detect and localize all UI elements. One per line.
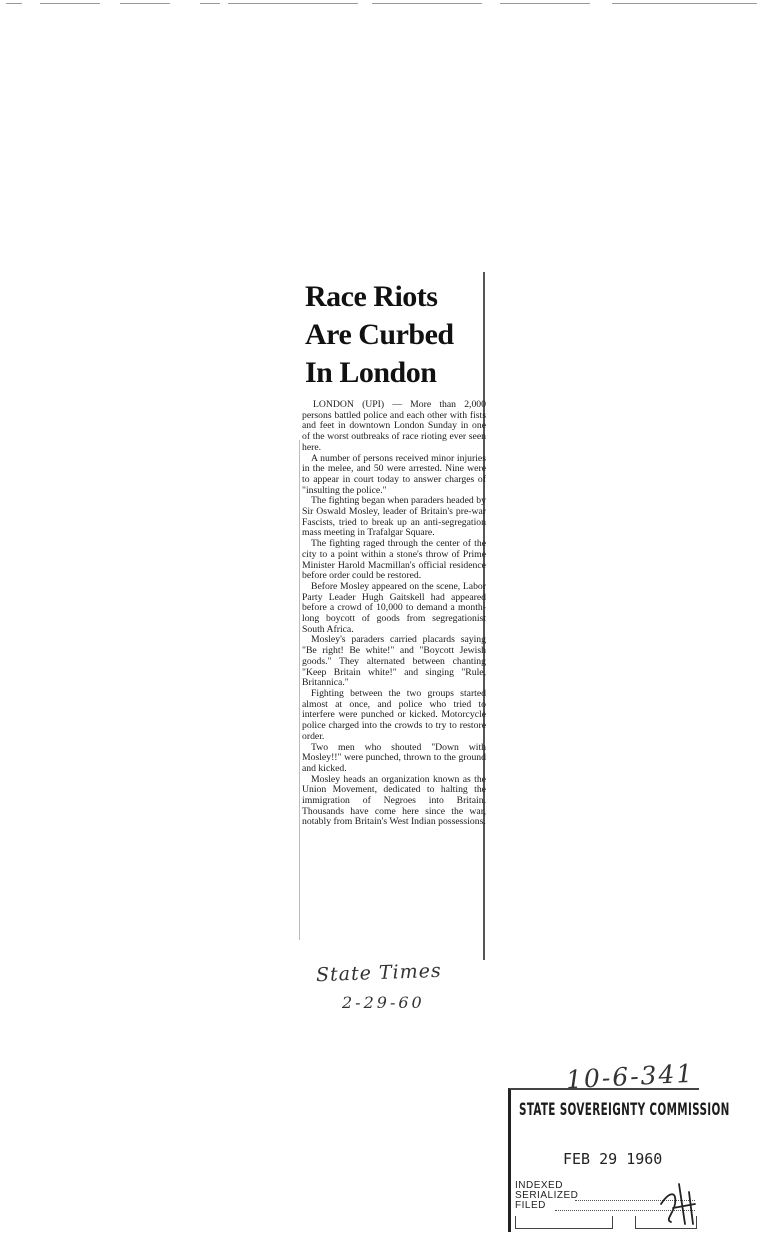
headline-line: Are Curbed xyxy=(305,318,454,351)
stamp-date: FEB 29 1960 xyxy=(563,1150,663,1168)
stamp-box xyxy=(515,1216,613,1229)
article-paragraph: Before Mosley appeared on the scene, Labor Party Leader Hugh Gaitskell had appeared before a crowd of 10,000 to demand a month-long boycott of goods from segregationist South Africa. xyxy=(302,580,486,635)
newspaper-clipping xyxy=(302,278,486,828)
handwritten-initials-mark xyxy=(655,1174,699,1226)
article-paragraph: LONDON (UPI) — More than 2,000 persons battled police and each other with fists and feet in downtown London Sunday in one of the worst outbreaks of race rioting ever seen here. xyxy=(302,399,486,453)
article-paragraph: Fighting between the two groups started almost at once, and police who tried to interfere were punched or kicked. Motorcycle police charged into the crowds to try to restore order. xyxy=(302,687,486,742)
stamp-field-filed: FILED xyxy=(515,1200,546,1211)
headline xyxy=(305,278,486,392)
stamp-title-text: STATE SOVEREIGNTY COMMISSION xyxy=(519,1100,730,1120)
article-paragraph: A number of persons received minor injuries in the melee, and 50 were arrested. Nine were to appear in court today to answer charges of "insulting the police." xyxy=(302,452,486,496)
headline-line: In London xyxy=(305,356,437,389)
stamp-field-serialized: SERIALIZED xyxy=(515,1190,579,1201)
article-paragraph: The fighting began when paraders headed by Sir Oswald Mosley, leader of Britain's pre-war Fascists, tried to break up an anti-segregation mass meeting in Trafalgar Square. xyxy=(302,495,486,539)
article-body xyxy=(302,400,486,828)
handwritten-source: State Times xyxy=(315,959,443,987)
handwritten-file-number: 10-6-341 xyxy=(565,1058,696,1095)
commission-stamp xyxy=(508,1088,730,1232)
article-paragraph: Mosley's paraders carried placards saying "Be right! Be white!" and "Boycott Jewish goods." They alternated between chanting "Keep Britain white!" and singing "Rule, Britannica." xyxy=(302,634,486,689)
stamp-field-indexed: INDEXED xyxy=(515,1180,563,1191)
article-paragraph: The fighting raged through the center of the city to a point within a stone's throw of Prime Minister Harold Macmillan's official residence before order could be restored. xyxy=(302,538,486,582)
article-paragraph: Two men who shouted "Down with Mosley!!" were punched, thrown to the ground and kicked. xyxy=(302,741,486,774)
article-paragraph: Mosley heads an organization known as the Union Movement, dedicated to halting the immigration of Negroes into Britain. Thousands have come here since the war, notably from Britain's West Indian possessions. xyxy=(302,773,486,828)
stamp-title xyxy=(519,1100,730,1120)
headline-line: Race Riots xyxy=(305,280,438,313)
scan-top-edge xyxy=(0,0,763,8)
clipping-left-edge xyxy=(299,440,300,940)
handwritten-date: 2-29-60 xyxy=(342,993,425,1012)
